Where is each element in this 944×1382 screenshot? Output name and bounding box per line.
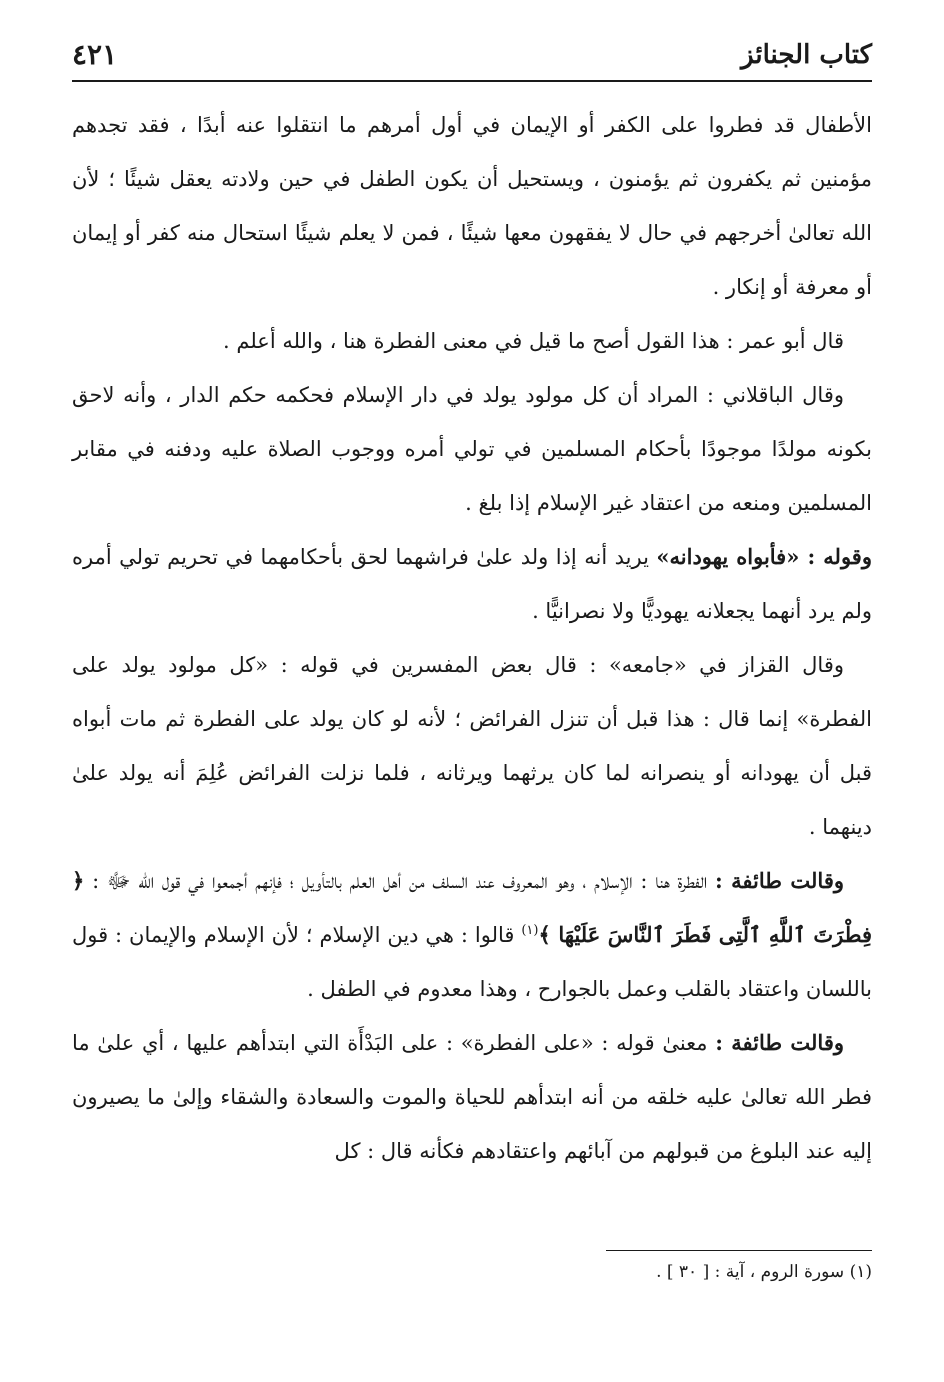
page-number: ٤٢١ (72, 38, 118, 71)
paragraph (72, 98, 872, 314)
paragraph-text: معنىٰ قوله : «على الفطرة» : على البَدْأَة التي ابتدأهم عليها ، أي علىٰ ما فطر الله تعالىٰ عليه خلقه من أنه ابتدأهم للحياة والموت والسعادة والشقاء وإلىٰ ما يصيرون إليه عند البلوغ من قبولهم من آبائهم واعتقادهم فكأنه قال : كل (72, 1031, 872, 1163)
paragraph-text: قالوا : هي دين الإسلام ؛ لأن الإسلام والإيمان : قول باللسان واعتقاد بالقلب وعمل بالجوارح ، وهذا معدوم في الطفل . (72, 923, 872, 1001)
main-text (72, 98, 872, 1178)
footnote-rule (606, 1250, 872, 1251)
paragraph (72, 368, 872, 530)
paragraph-text: الفطرة هنا : الإسلام ، وهو المعروف عند السلف من أهل العلم بالتأويل ؛ فإنهم أجمعوا في قول الله ﷻ : (84, 869, 716, 893)
paragraph-lead: وقالت طائفة : (715, 868, 844, 893)
paragraph-text: وقال الباقلاني : المراد أن كل مولود يولد في دار الإسلام فحكمه حكم الدار ، وأنه لاحق بكونه مولدًا موجودًا بأحكام المسلمين في تولي أمره ووجوب الصلاة عليه ودفنه في مقابر المسلمين ومنعه من اعتقاد غير الإسلام إذا بلغ . (72, 383, 872, 515)
paragraph-text: وقال القزاز في «جامعه» : قال بعض المفسرين في قوله : «كل مولود يولد على الفطرة» إنما قال : هذا قبل أن تنزل الفرائض ؛ لأنه لو كان يولد على الفطرة ثم مات أبواه قبل أن يهودانه أو ينصرانه لما كان يرثهما ويرثانه ، فلما نزلت الفرائض عُلِمَ أنه يولد علىٰ دينهما . (72, 653, 872, 839)
header-rule (72, 80, 872, 82)
paragraph-text: قال أبو عمر : هذا القول أصح ما قيل في معنى الفطرة هنا ، والله أعلم . (223, 329, 844, 353)
paragraph-lead: وقالت طائفة : (715, 1030, 845, 1055)
paragraph-text: الأطفال قد فطروا على الكفر أو الإيمان في أول أمرهم ما انتقلوا عنه أبدًا ، فقد تجدهم مؤمنين ثم يكفرون ثم يؤمنون ، ويستحيل أن يكون الطفل في حين ولادته يعقل شيئًا ؛ لأن الله تعالىٰ أخرجهم في حال لا يفقهون معها شيئًا ، فمن لا يعلم شيئًا استحال منه كفر أو إيمان أو معرفة أو إنكار . (72, 113, 872, 299)
running-title: كتاب الجنائز (741, 40, 872, 70)
paragraph (72, 638, 872, 854)
page-header (72, 32, 872, 82)
quran-verse: ﴿ فِطْرَتَ ٱللَّهِ ٱلَّتِى فَطَرَ ٱلنَّاسَ عَلَيْهَا ﴾ (72, 868, 872, 947)
paragraph (72, 854, 872, 1016)
paragraph-text: يريد أنه إذا ولد علىٰ فراشهما لحق بأحكامهما في تحريم تولي أمره ولم يرد أنهما يجعلانه يهوديًّا ولا نصرانيًّا . (72, 545, 872, 623)
footnote-marker[interactable]: (١) (521, 923, 539, 938)
paragraph (72, 314, 872, 368)
footnote: (١) سورة الروم ، آية : [ ٣٠ ] . (656, 1262, 872, 1282)
paragraph (72, 1016, 872, 1178)
paragraph-lead: وقوله : «فأبواه يهودانه» (656, 544, 872, 569)
paragraph (72, 530, 872, 638)
